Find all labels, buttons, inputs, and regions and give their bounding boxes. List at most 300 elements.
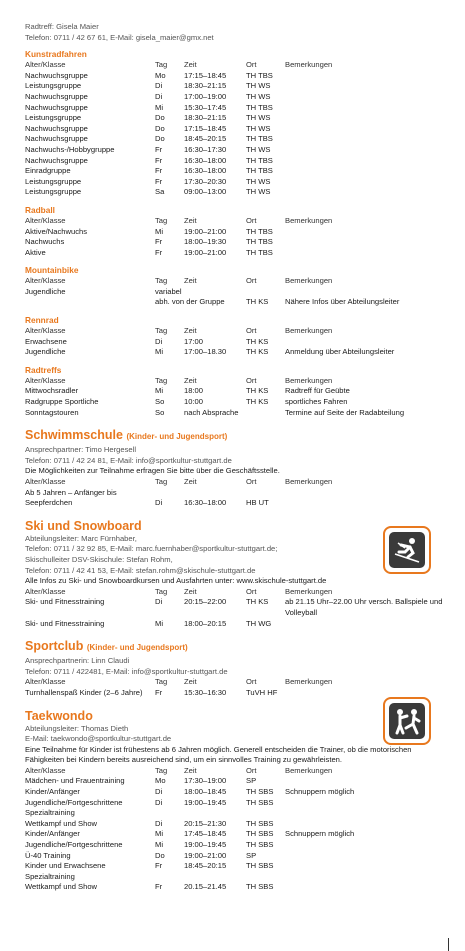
table-cell: TH SBS [246, 882, 274, 892]
table-cell: TH KS [246, 336, 269, 346]
section-title [25, 518, 445, 534]
table-cell: Fr [155, 687, 163, 697]
skier-icon [383, 526, 431, 574]
table-cell: 16:30–17:30 [184, 144, 227, 154]
taekwondo-fighters-icon-graphic [392, 706, 422, 736]
table-cell [285, 248, 445, 259]
table-cell: So [155, 397, 165, 407]
contact-line: Telefon: 0711 / 422481, E-Mail: info@sportkultur-stuttgart.de [25, 666, 228, 676]
table-row [25, 124, 445, 135]
table-cell: ab 21.15 Uhr–22.00 Uhr versch. Ballspiele und Volleyball [285, 597, 443, 617]
table-cell: Schnuppern möglich [285, 829, 355, 839]
table-cell: Erwachsene [25, 336, 67, 346]
table-header-cell: Zeit [184, 375, 197, 385]
table-cell [285, 798, 445, 809]
contact-info [25, 445, 445, 466]
table-cell: TH WG [246, 618, 272, 628]
table-cell: TH SBS [246, 797, 274, 807]
table-cell: Ü-40 Training [25, 850, 71, 860]
table-cell: 18:30–21:15 [184, 81, 227, 91]
table-cell: 17:00 [184, 336, 204, 346]
taekwondo-fighters-icon-badge [389, 703, 425, 739]
section-title [25, 638, 445, 656]
table-cell: Jugendliche [25, 286, 66, 296]
table-cell: 20:15–22:00 [184, 597, 227, 607]
table-cell: 17:15–18:45 [184, 70, 227, 80]
table-row [25, 829, 445, 840]
table-cell [285, 113, 445, 124]
table-header-cell: Ort [246, 677, 257, 687]
table-cell [285, 851, 445, 862]
table-row [25, 297, 445, 308]
table-row [25, 498, 445, 509]
table-cell: Nachwuchsgruppe [25, 70, 88, 80]
table-header-cell: Bemerkungen [285, 60, 333, 70]
table-row [25, 134, 445, 145]
table-header-cell: Alter/Klasse [25, 765, 66, 775]
table-cell: abh. von der Gruppe [155, 297, 225, 307]
ski-section [25, 518, 445, 629]
radtreff-contact-line: Radtreff: Gisela Maier [25, 22, 99, 31]
table-cell: Nachwuchs-/Hobbygruppe [25, 144, 115, 154]
table-header-cell: Tag [155, 276, 168, 286]
section-note: Alle Infos zu Ski- und Snowboardkursen und Ausfahrten unter: www.skischule-stuttgart.de [25, 576, 327, 586]
table-row [25, 397, 445, 408]
table-cell: TH WS [246, 81, 271, 91]
table-cell: Fr [155, 861, 163, 871]
table-header-cell: Zeit [184, 677, 197, 687]
table-cell: TH WS [246, 91, 271, 101]
table-cell: Mittwochsradler [25, 386, 79, 396]
table-cell: Di [155, 498, 163, 508]
table-cell: Fr [155, 247, 163, 257]
table-cell: Aktive [25, 247, 46, 257]
table-cell: 18:45–20:15 [184, 134, 227, 144]
table-header-row [25, 477, 445, 488]
table-cell: Jugendliche [25, 347, 66, 357]
table-row [25, 808, 445, 819]
table-cell [285, 287, 445, 298]
table-cell: Nachwuchsgruppe [25, 155, 88, 165]
section-subtitle: (Kinder- und Jugendsport) [126, 432, 228, 442]
table-header-cell: Bemerkungen [285, 765, 333, 775]
table-header-cell: Ort [246, 477, 257, 486]
table-header-row [25, 326, 445, 337]
table-header-cell: Ort [246, 276, 257, 286]
contact-line: Abteilungsleiter: Marc Fürnhaber, [25, 533, 137, 543]
table-cell: Sonntagstouren [25, 407, 79, 417]
table-cell: Di [155, 91, 163, 101]
table-cell: 20:15–21:30 [184, 818, 227, 828]
table-cell: Fr [155, 155, 163, 165]
table-cell: Jugendliche/Fortgeschrittene [25, 797, 123, 807]
skier-icon-graphic [392, 535, 422, 565]
table-cell [285, 337, 445, 348]
table-cell: 17:00–19:00 [184, 91, 227, 101]
table-cell: HB UT [246, 498, 269, 508]
table-cell: TH KS [246, 397, 269, 407]
table-cell: Aktive/Nachwuchs [25, 226, 88, 236]
table-cell: 18:00–18:45 [184, 787, 227, 797]
schedule-table [25, 477, 445, 509]
table-cell [285, 872, 445, 883]
table-row [25, 776, 445, 787]
table-cell [285, 166, 445, 177]
table-cell: Termine auf Seite der Radabteilung [285, 407, 405, 417]
taekwondo-section [25, 708, 445, 894]
rennrad-section [25, 315, 445, 358]
mountainbike-section [25, 265, 445, 308]
table-header-cell: Alter/Klasse [25, 375, 66, 385]
table-cell [285, 92, 445, 103]
table-header-cell: Bemerkungen [285, 215, 333, 225]
table-cell: 15:30–16:30 [184, 687, 227, 697]
table-cell [246, 872, 285, 883]
table-cell: Leistungsgruppe [25, 113, 82, 123]
table-cell: TuVH HF [246, 687, 278, 697]
table-row [25, 92, 445, 103]
table-header-cell: Zeit [184, 326, 197, 336]
table-cell: TH TBS [246, 166, 273, 176]
table-cell: TH KS [246, 597, 269, 607]
table-row [25, 819, 445, 830]
table-cell [285, 808, 445, 819]
table-cell: Di [155, 797, 163, 807]
section-title [25, 427, 445, 445]
table-cell: Nähere Infos über Abteilungsleiter [285, 297, 400, 307]
table-cell: Kinder und Erwachsene [25, 861, 106, 871]
table-cell [285, 237, 445, 248]
table-row [25, 177, 445, 188]
table-cell: TH WS [246, 176, 271, 186]
table-row [25, 798, 445, 809]
table-cell [285, 882, 445, 893]
table-row [25, 187, 445, 198]
table-row [25, 408, 445, 419]
table-row [25, 227, 445, 238]
section-title: Rennrad [25, 315, 59, 326]
table-cell: 09:00–13:00 [184, 187, 227, 197]
table-cell: Fr [155, 166, 163, 176]
table-cell [285, 187, 445, 198]
table-cell: Do [155, 123, 165, 133]
schedule-table [25, 276, 445, 308]
table-cell: SP [246, 850, 257, 860]
schedule-table [25, 587, 445, 629]
table-header-cell: Ort [246, 375, 257, 385]
table-cell [285, 177, 445, 188]
table-header-cell: Tag [155, 477, 168, 486]
table-header-row [25, 276, 445, 287]
table-cell: TH KS [246, 297, 269, 307]
section-title: Mountainbike [25, 265, 79, 276]
table-cell [246, 408, 285, 419]
table-header-cell: Zeit [184, 477, 197, 486]
table-cell: Nachwuchs [25, 237, 65, 247]
table-row [25, 237, 445, 248]
table-header-cell: Bemerkungen [285, 375, 333, 385]
contact-info [25, 724, 445, 745]
table-cell: nach Absprache [184, 407, 239, 417]
schwimmschule-section [25, 427, 445, 509]
schedule-table [25, 60, 445, 198]
contact-line: Ansprechpartner: Timo Hergesell [25, 445, 137, 455]
table-cell: TH KS [246, 386, 269, 396]
table-cell: Do [155, 134, 165, 144]
table-cell: 17:00–18.30 [184, 347, 227, 357]
table-cell [285, 227, 445, 238]
table-header-cell: Zeit [184, 60, 197, 70]
table-header-cell: Bemerkungen [285, 586, 333, 596]
table-header-cell: Ort [246, 215, 257, 225]
table-header-cell: Alter/Klasse [25, 276, 66, 286]
table-header-cell: Bemerkungen [285, 477, 333, 486]
contact-line: Skischulleiter DSV-Skischule: Stefan Rohm, [25, 554, 173, 564]
table-cell: 19:00–21:00 [184, 247, 227, 257]
table-cell: TH SBS [246, 861, 274, 871]
table-cell: Anmeldung über Abteilungsleiter [285, 347, 395, 357]
table-cell [285, 103, 445, 114]
table-header-cell: Ort [246, 60, 257, 70]
table-header-row [25, 677, 445, 688]
table-row [25, 248, 445, 259]
table-cell: TH TBS [246, 155, 273, 165]
table-cell [285, 124, 445, 135]
table-header-cell: Zeit [184, 765, 197, 775]
table-cell: Wettkampf und Show [25, 818, 98, 828]
table-row [25, 488, 445, 499]
table-cell: 16:30–18:00 [184, 155, 227, 165]
table-cell: Mi [155, 347, 164, 357]
table-cell: Radtreff für Geübte [285, 386, 350, 396]
table-cell: Leistungsgruppe [25, 187, 82, 197]
table-cell: TH TBS [246, 237, 273, 247]
table-row [25, 619, 445, 630]
table-cell: Ski- und Fitnesstraining [25, 597, 105, 607]
table-row [25, 337, 445, 348]
section-note: Die Möglichkeiten zur Teilnahme erfragen Sie bitte über die Geschäftsstelle. [25, 466, 280, 476]
table-cell: 16:30–18:00 [184, 498, 227, 508]
section-title [25, 708, 445, 724]
table-cell: So [155, 407, 165, 417]
table-header-cell: Ort [246, 765, 257, 775]
table-cell: Mi [155, 840, 164, 850]
table-header-cell: Bemerkungen [285, 326, 333, 336]
table-cell: Do [155, 113, 165, 123]
table-cell: Fr [155, 144, 163, 154]
table-cell: TH SBS [246, 818, 274, 828]
table-cell: Di [155, 597, 163, 607]
table-cell: Nachwuchsgruppe [25, 91, 88, 101]
table-cell [285, 861, 445, 872]
sportclub-section [25, 638, 445, 698]
table-cell: Di [155, 336, 163, 346]
section-title-text: Sportclub [25, 639, 84, 654]
table-cell: TH TBS [246, 226, 273, 236]
table-header-cell: Alter/Klasse [25, 326, 66, 336]
table-cell: Jugendliche/Fortgeschrittene [25, 840, 123, 850]
table-row [25, 597, 445, 618]
section-title-text: Ski und Snowboard [25, 518, 142, 533]
table-header-cell: Alter/Klasse [25, 215, 66, 225]
table-cell: variabel [155, 286, 182, 296]
table-cell: Fr [155, 237, 163, 247]
contact-info [25, 534, 445, 576]
table-header-cell: Tag [155, 765, 168, 775]
table-cell [285, 71, 445, 82]
page-edge-mark [448, 938, 449, 951]
table-cell: Wettkampf und Show [25, 882, 98, 892]
table-header-cell: Ort [246, 326, 257, 336]
table-cell: 10:00 [184, 397, 204, 407]
table-cell: TH SBS [246, 829, 274, 839]
section-title-text: Taekwondo [25, 708, 93, 723]
table-cell [285, 498, 445, 509]
table-cell: TH TBS [246, 70, 273, 80]
table-cell: Leistungsgruppe [25, 81, 82, 91]
table-cell: TH SBS [246, 787, 274, 797]
table-cell: Mi [155, 829, 164, 839]
table-cell [285, 81, 445, 92]
table-header-cell: Tag [155, 677, 168, 687]
table-cell: Kinder/Anfänger [25, 787, 80, 797]
schedule-table [25, 766, 445, 893]
table-cell: 18:30–21:15 [184, 113, 227, 123]
table-cell [246, 808, 285, 819]
table-cell: Kinder/Anfänger [25, 829, 80, 839]
table-cell: 16:30–18:00 [184, 166, 227, 176]
table-row [25, 166, 445, 177]
table-row [25, 872, 445, 883]
table-header-cell: Alter/Klasse [25, 586, 66, 596]
table-cell: Mi [155, 618, 164, 628]
contact-line: E-Mail: taekwondo@sportkultur-stuttgart.de [25, 734, 172, 744]
table-cell: 17:45–18:45 [184, 829, 227, 839]
table-cell: 15:30–17:45 [184, 102, 227, 112]
table-cell: 18:00–20:15 [184, 618, 227, 628]
table-row [25, 103, 445, 114]
radtreff-contact-line: Telefon: 0711 / 42 67 61, E-Mail: gisela_maier@gmx.net [25, 32, 214, 42]
section-note: Eine Teilnahme für Kinder ist frühestens ab 6 Jahren möglich. Generell entscheiden die Trainer, ob die motorischen Fähigkeiten bei Kindern bereits ausreichend sind, um ein sinnvolles Training zu gewährleisten. [25, 744, 412, 765]
table-cell: TH WS [246, 187, 271, 197]
table-cell: Di [155, 787, 163, 797]
taekwondo-fighters-icon [383, 697, 431, 745]
table-cell [184, 488, 246, 499]
table-header-cell: Zeit [184, 276, 197, 286]
table-row [25, 787, 445, 798]
table-row [25, 688, 445, 699]
table-cell: Mädchen- und Frauentraining [25, 776, 125, 786]
schedule-table [25, 326, 445, 358]
table-cell: Seepferdchen [25, 498, 73, 508]
contact-line: Abteilungsleiter: Thomas Dieth [25, 723, 129, 733]
table-cell: Ski- und Fitnesstraining [25, 618, 105, 628]
table-cell: 19:00–21:00 [184, 850, 227, 860]
table-cell: sportliches Fahren [285, 397, 348, 407]
table-header-row [25, 587, 445, 598]
table-header-cell: Tag [155, 586, 168, 596]
table-cell: TH WS [246, 123, 271, 133]
table-cell: 20.15–21.45 [184, 882, 227, 892]
table-cell [285, 488, 445, 499]
table-row [25, 81, 445, 92]
table-cell: Mo [155, 70, 166, 80]
table-cell: 19:00–19:45 [184, 840, 227, 850]
table-cell [25, 297, 155, 308]
table-cell: 18:00 [184, 386, 204, 396]
section-subtitle: (Kinder- und Jugendsport) [86, 643, 188, 653]
table-cell: Nachwuchsgruppe [25, 102, 88, 112]
table-cell: Fr [155, 882, 163, 892]
table-cell [285, 819, 445, 830]
contact-info [25, 656, 445, 677]
radtreff-contact [25, 22, 445, 43]
contact-line: Telefon: 0711 / 42 24 81, E-Mail: info@sportkultur-stuttgart.de [25, 455, 232, 465]
table-cell: TH TBS [246, 102, 273, 112]
table-cell: SP [246, 776, 257, 786]
table-row [25, 882, 445, 893]
table-header-cell: Bemerkungen [285, 276, 333, 286]
table-cell: 19:00–21:00 [184, 226, 227, 236]
table-cell [184, 808, 246, 819]
table-cell [285, 145, 445, 156]
table-cell: 17:15–18:45 [184, 123, 227, 133]
radtreffs-section [25, 365, 445, 418]
table-cell [246, 287, 285, 298]
schedule-table [25, 216, 445, 258]
table-cell: Leistungsgruppe [25, 176, 82, 186]
table-cell: 18:45–20:15 [184, 861, 227, 871]
table-cell [285, 840, 445, 851]
table-cell: Spezialtraining [25, 808, 75, 818]
table-cell: TH TBS [246, 134, 273, 144]
schedule-table [25, 376, 445, 418]
table-cell: Di [155, 81, 163, 91]
table-cell [155, 872, 184, 883]
table-row [25, 156, 445, 167]
table-header-cell: Tag [155, 60, 168, 70]
section-title: Radball [25, 204, 55, 215]
table-cell: Mi [155, 386, 164, 396]
table-row [25, 851, 445, 862]
table-cell: TH KS [246, 347, 269, 357]
table-row [25, 145, 445, 156]
table-header-row [25, 766, 445, 777]
table-row [25, 287, 445, 298]
table-row [25, 113, 445, 124]
table-cell: Radgruppe Sportliche [25, 397, 99, 407]
table-cell [285, 156, 445, 167]
table-header-cell: Zeit [184, 586, 197, 596]
table-cell [246, 488, 285, 499]
table-cell: Mo [155, 776, 166, 786]
skier-icon-badge [389, 532, 425, 568]
table-cell: 18:00–19:30 [184, 237, 227, 247]
schedule-page [25, 22, 445, 893]
table-cell [184, 872, 246, 883]
contact-line: Ansprechpartnerin: Linn Claudi [25, 656, 130, 666]
table-cell: 17:30–20:30 [184, 176, 227, 186]
table-cell: Turnhallenspaß Kinder (2–6 Jahre) [25, 687, 143, 697]
table-cell [155, 488, 184, 499]
table-cell: Do [155, 850, 165, 860]
table-cell: Schnuppern möglich [285, 787, 355, 797]
table-cell: Nachwuchsgruppe [25, 123, 88, 133]
table-cell: Ab 5 Jahren – Anfänger bis [25, 487, 117, 497]
table-header-cell: Bemerkungen [285, 677, 333, 687]
table-header-cell: Alter/Klasse [25, 477, 66, 486]
table-row [25, 386, 445, 397]
